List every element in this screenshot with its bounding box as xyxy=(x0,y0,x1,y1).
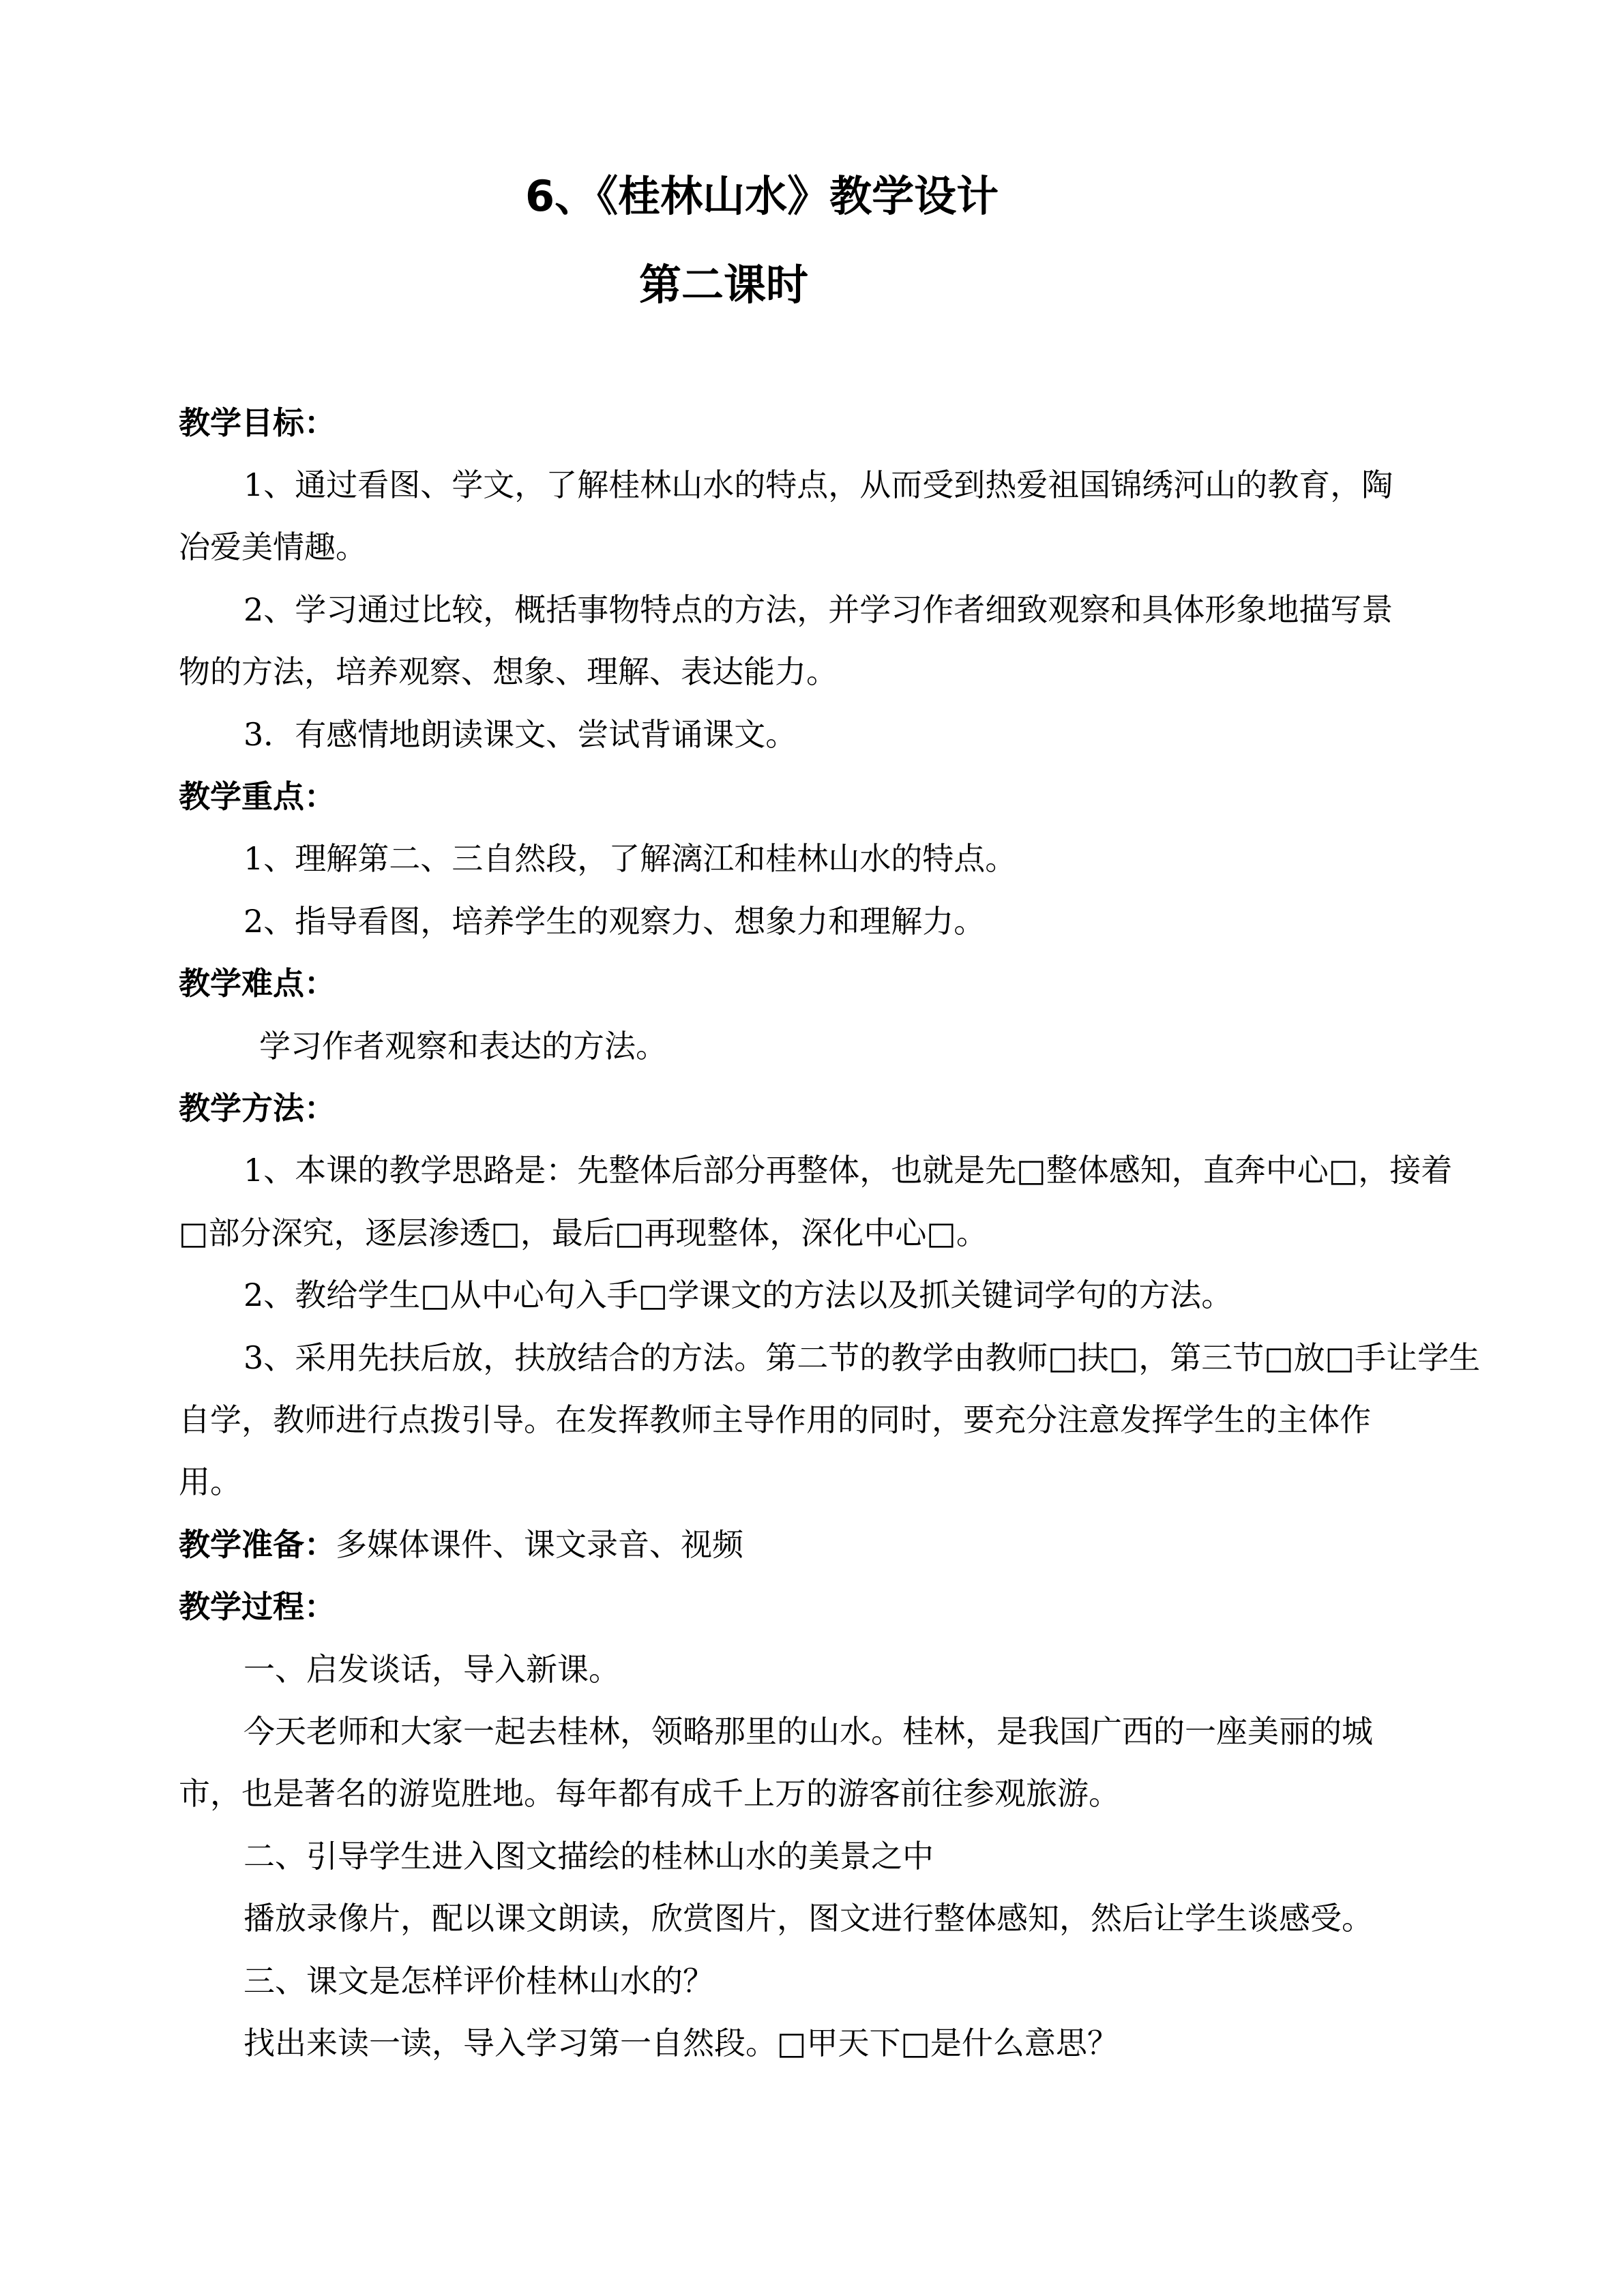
section-heading-process: 教学过程： xyxy=(179,1588,336,1625)
goals-line: 3．有感情地朗读课文、尝试背诵课文。 xyxy=(243,716,797,753)
process-line: 找出来读一读，导入学习第一自然段。□甲天下□是什么意思？ xyxy=(243,2025,1119,2061)
difficulties-line: 学习作者观察和表达的方法。 xyxy=(259,1028,667,1064)
process-line: 三、课文是怎样评价桂林山水的？ xyxy=(243,1963,714,1999)
methods-line: □部分深究，逐层渗透□，最后□再现整体，深化中心□。 xyxy=(179,1214,988,1251)
section-heading-goals: 教学目标： xyxy=(179,404,336,441)
process-line: 今天老师和大家一起去桂林，领略那里的山水。桂林，是我国广西的一座美丽的城 xyxy=(243,1713,1373,1750)
goals-line: 物的方法，培养观察、想象、理解、表达能力。 xyxy=(179,653,838,690)
goals-line: 2、学习通过比较，概括事物特点的方法，并学习作者细致观察和具体形象地描写景 xyxy=(243,591,1393,628)
key-points-line: 1、理解第二、三自然段，了解漓江和桂林山水的特点。 xyxy=(243,840,1017,877)
methods-line: 用。 xyxy=(179,1463,241,1500)
key-points-line: 2、指导看图，培养学生的观察力、想象力和理解力。 xyxy=(243,903,986,940)
preparation-row xyxy=(179,1524,743,1565)
methods-line: 自学，教师进行点拨引导。在发挥教师主导作用的同时，要充分注意发挥学生的主体作 xyxy=(179,1401,1371,1438)
section-heading-key-points: 教学重点： xyxy=(179,778,336,815)
methods-line: 3、采用先扶后放，扶放结合的方法。第二节的教学由教师□扶□，第三节□放□手让学生 xyxy=(243,1339,1481,1376)
methods-line: 1、本课的教学思路是：先整体后部分再整体，也就是先□整体感知，直奔中心□，接着 xyxy=(243,1152,1453,1189)
section-heading-methods: 教学方法： xyxy=(179,1090,336,1127)
goals-line: 冶爱美情趣。 xyxy=(179,528,367,565)
preparation-text: 多媒体课件、课文录音、视频 xyxy=(336,1526,743,1563)
methods-line: 2、教给学生□从中心句入手□学课文的方法以及抓关键词学句的方法。 xyxy=(243,1277,1233,1313)
process-line: 二、引导学生进入图文描绘的桂林山水的美景之中 xyxy=(243,1838,934,1875)
process-line: 市，也是著名的游览胜地。每年都有成千上万的游客前往参观旅游。 xyxy=(179,1775,1120,1812)
document-title: 6、《桂林山水》教学设计 xyxy=(525,171,999,221)
process-line: 播放录像片，配以课文朗读，欣赏图片，图文进行整体感知，然后让学生谈感受。 xyxy=(243,1900,1373,1937)
section-heading-difficulties: 教学难点： xyxy=(179,965,336,1002)
document-subtitle: 第二课时 xyxy=(639,260,809,310)
section-heading-preparation: 教学准备： xyxy=(179,1526,336,1563)
process-line: 一、启发谈话，导入新课。 xyxy=(243,1651,620,1688)
goals-line: 1、通过看图、学文，了解桂林山水的特点，从而受到热爱祖国锦绣河山的教育，陶 xyxy=(243,466,1393,503)
